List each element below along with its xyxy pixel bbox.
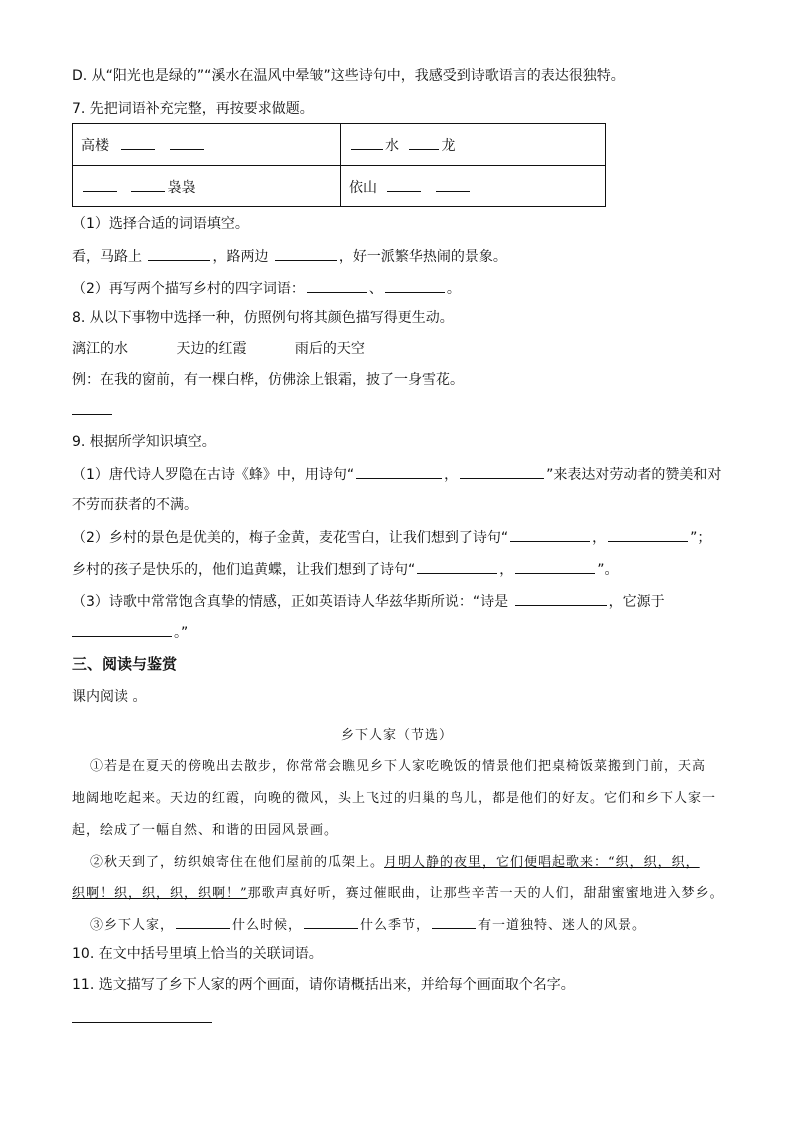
q9-s3-line1 [72,591,665,612]
fill-blank[interactable] [436,177,470,192]
q7-word-table [72,123,606,207]
fill-blank[interactable] [72,400,112,415]
text: 有一道独特、迷人的风景。 [478,918,647,933]
text: ， [444,467,459,483]
text: ”。 [597,562,619,578]
table-cell-r1c2 [341,135,455,156]
fill-blank[interactable] [176,914,230,929]
text: ，好一派繁华热闹的景象。 [338,249,507,265]
fill-blank[interactable] [460,464,544,479]
q8-example: 例：在我的窗前，有一棵白桦，仿佛涂上银霜，披了一身雪花。 [72,372,464,388]
fill-blank[interactable] [356,464,442,479]
fill-blank[interactable] [417,559,497,574]
text: 。” [174,625,189,641]
fill-blank[interactable] [304,914,358,929]
text: ②秋天到了，纺织娘寄住在他们屋前的瓜架上。 [90,855,385,870]
q9-s1-line1 [72,464,721,485]
q6-option-d: D. 从“阳光也是绿的”“溪水在温风中晕皱”这些诗句中，我感受到诗歌语言的表达很独特。 [72,68,625,84]
fill-blank[interactable] [608,527,688,542]
cell-text: 依山 [349,180,377,196]
cell-text: 龙 [441,138,456,154]
q11-title: 11. 选文描写了乡下人家的两个画面，请你请概括出来，并给每个画面取个名字。 [72,977,575,993]
q9-title: 9. 根据所学知识填空。 [72,434,216,450]
option-item: 漓江的水 [72,341,128,357]
fill-blank[interactable] [72,1008,212,1023]
text: 什么季节， [360,918,431,933]
fill-blank[interactable] [275,246,337,261]
text: ，它源于 [608,594,665,610]
passage-p1-line2: 地阔地吃起来。天边的红霞，向晚的微风，头上飞过的归巢的鸟儿，都是他们的好友。它们和乡下人家一 [72,791,717,806]
table-cell-r2c1 [73,177,195,198]
table-divider-horizontal [73,165,605,166]
passage-p2-line1 [90,853,700,873]
passage-title: 乡下人家（节选） [340,728,453,743]
text: ③乡下人家， [90,918,175,933]
fill-blank[interactable] [121,135,155,150]
text: ， [499,562,514,578]
passage-p1-line1: ①若是在夏天的傍晚出去散步，你常常会瞧见乡下人家吃晚饭的情景他们把桌椅饭菜搬到门前，天高 [90,759,707,774]
fill-blank[interactable] [385,278,445,293]
text: ”； [690,530,712,546]
fill-blank[interactable] [131,177,165,192]
passage-p3 [90,914,646,936]
q9-s2-line1 [72,527,711,548]
text: 乡村的孩子是快乐的，他们追黄蝶，让我们想到了诗句“ [72,562,416,578]
passage-p1-line3: 起，绘成了一幅自然、和谐的田园风景画。 [72,823,339,838]
text: 。 [446,281,461,297]
text: 看，马路上 [72,249,142,265]
text: （2）乡村的景色是优美的，梅子金黄，麦花雪白，让我们想到了诗句“ [72,530,509,546]
cell-text: 水 [385,138,399,154]
fill-blank[interactable] [351,135,383,150]
q8-answer-line[interactable] [72,400,112,421]
q7-sub1-sentence [72,246,507,267]
text: 那歌声真好听，赛过催眠曲，让那些辛苦一天的人们，甜甜蜜蜜地进入梦乡。 [247,886,724,901]
q7-sub1-title: （1）选择合适的词语填空。 [72,216,249,232]
text: ，路两边 [212,249,269,265]
fill-blank[interactable] [170,135,204,150]
fill-blank[interactable] [72,622,172,637]
option-item: 雨后的天空 [294,341,365,357]
table-cell-r1c1 [73,135,206,156]
section-heading: 三、阅读与鉴赏 [72,655,178,673]
underlined-text: 月明人静的夜里，它们便唱起歌来：“织，织，织， [384,855,700,870]
underlined-text: 织啊！织，织，织，织啊！” [72,886,248,901]
text: （1）唐代诗人罗隐在古诗《蜂》中，用诗句“ [72,467,355,483]
table-cell-r2c2 [341,177,472,198]
section-subheading: 课内阅读 。 [72,689,147,705]
q11-answer-line[interactable] [72,1008,212,1029]
cell-text: 高楼 [81,138,109,154]
fill-blank[interactable] [432,914,476,929]
text: （3）诗歌中常常饱含真挚的情感，正如英语诗人华兹华斯所说：“诗是 [72,594,509,610]
q10-title: 10. 在文中括号里填上恰当的关联词语。 [72,946,323,962]
q9-s2-line2 [72,559,619,580]
fill-blank[interactable] [307,278,367,293]
cell-text: 袅袅 [167,180,196,196]
fill-blank[interactable] [510,527,590,542]
fill-blank[interactable] [515,591,607,606]
q9-s3-line2 [72,622,188,643]
q8-options [72,339,365,359]
fill-blank[interactable] [83,177,117,192]
text: （2）再写两个描写乡村的四字词语： [72,281,305,297]
text: ， [592,530,607,546]
option-item: 天边的红霞 [176,341,247,357]
q7-sub2 [72,278,461,299]
text: ”来表达对劳动者的赞美和对 [546,467,722,483]
q9-s1-line2: 不劳而获者的不满。 [72,497,198,513]
fill-blank[interactable] [387,177,421,192]
text: 、 [368,281,383,297]
fill-blank[interactable] [148,246,210,261]
q8-title: 8. 从以下事物中选择一种，仿照例句将其颜色描写得更生动。 [72,310,454,326]
fill-blank[interactable] [409,135,439,150]
q7-title: 7. 先把词语补充完整，再按要求做题。 [72,101,314,117]
fill-blank[interactable] [515,559,595,574]
passage-p2-line2 [72,884,724,904]
text: 什么时候， [232,918,303,933]
